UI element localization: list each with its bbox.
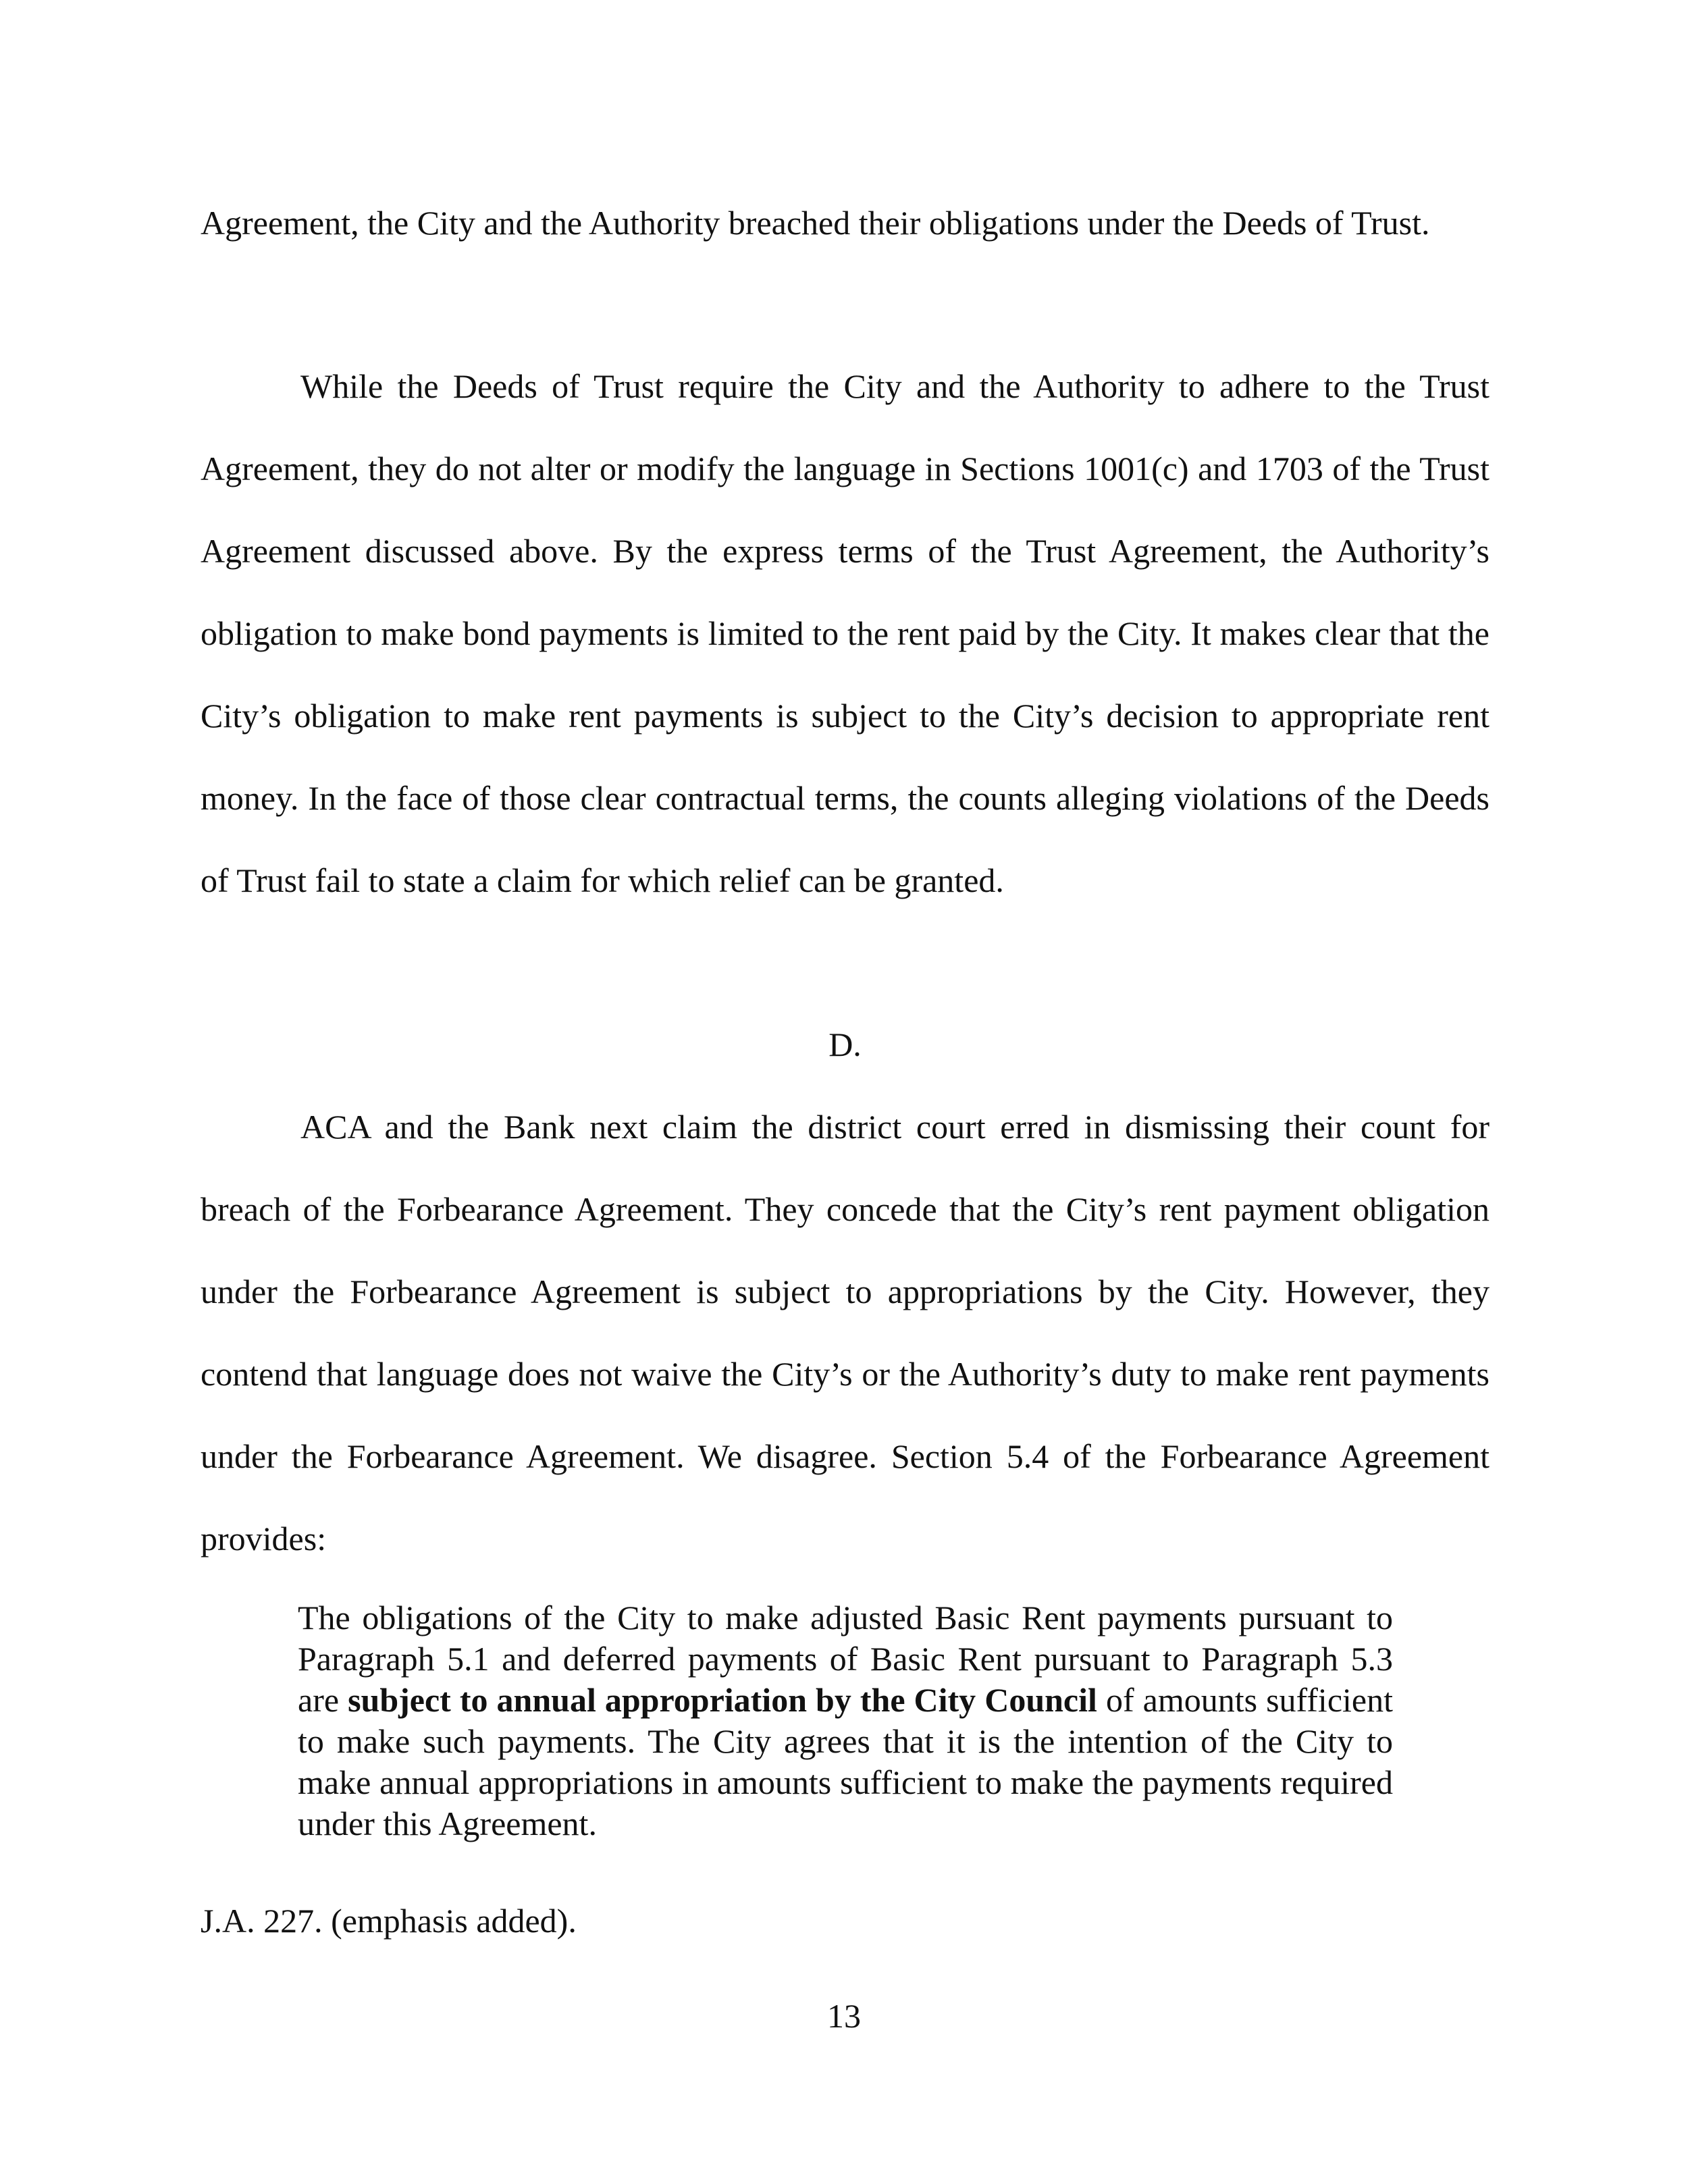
block-quote-text-before: The obligations of the City to make adjusted Basic Rent payments pursuant to Paragraph 5.1 and deferred payments of Basic Rent pursuant to Paragraph 5.3 are xyxy=(298,1599,1393,1719)
paragraph-forbearance: ACA and the Bank next claim the district court erred in dismissing their count for breach of the Forbearance Agreement. They concede that the City’s rent payment obligation under the Forbearance Agreement is subject to appropriations by the City. However, they contend that language does not waive the City’s or the Authority’s duty to make rent payments under the Forbearance Agreement. We disagree. Section 5.4 of the Forbearance Agreement provides: xyxy=(201,1108,1489,1557)
section-heading: D. xyxy=(828,1026,862,1063)
block-quote-text-after: of amounts sufficient to make such payments. The City agrees that it is the intention of the City to make annual appropriations in amounts sufficient to make the payments required under this Agreement. xyxy=(298,1681,1393,1842)
page-number: 13 xyxy=(827,1997,861,2035)
paragraph-deeds-of-trust: While the Deeds of Trust require the City and the Authority to adhere to the Trust Agreement, they do not alter or modify the language in Sections 1001(c) and 1703 of the Trust Agreement discussed above. By the express terms of the Trust Agreement, the Authority’s obligation to make bond payments is limited to the rent paid by the City. It makes clear that the City’s obligation to make rent payments is subject to the City’s decision to appropriate rent money. In the face of those clear contractual terms, the counts alleging violations of the Deeds of Trust fail to state a claim for which relief can be granted. xyxy=(201,367,1489,899)
citation: J.A. 227. (emphasis added). xyxy=(201,1902,577,1940)
paragraph-continuation: Agreement, the City and the Authority breached their obligations under the Deeds of Trust. xyxy=(201,204,1430,242)
block-quote-emphasis: subject to annual appropriation by the City Council xyxy=(348,1681,1097,1719)
block-quote xyxy=(298,1597,1393,1844)
